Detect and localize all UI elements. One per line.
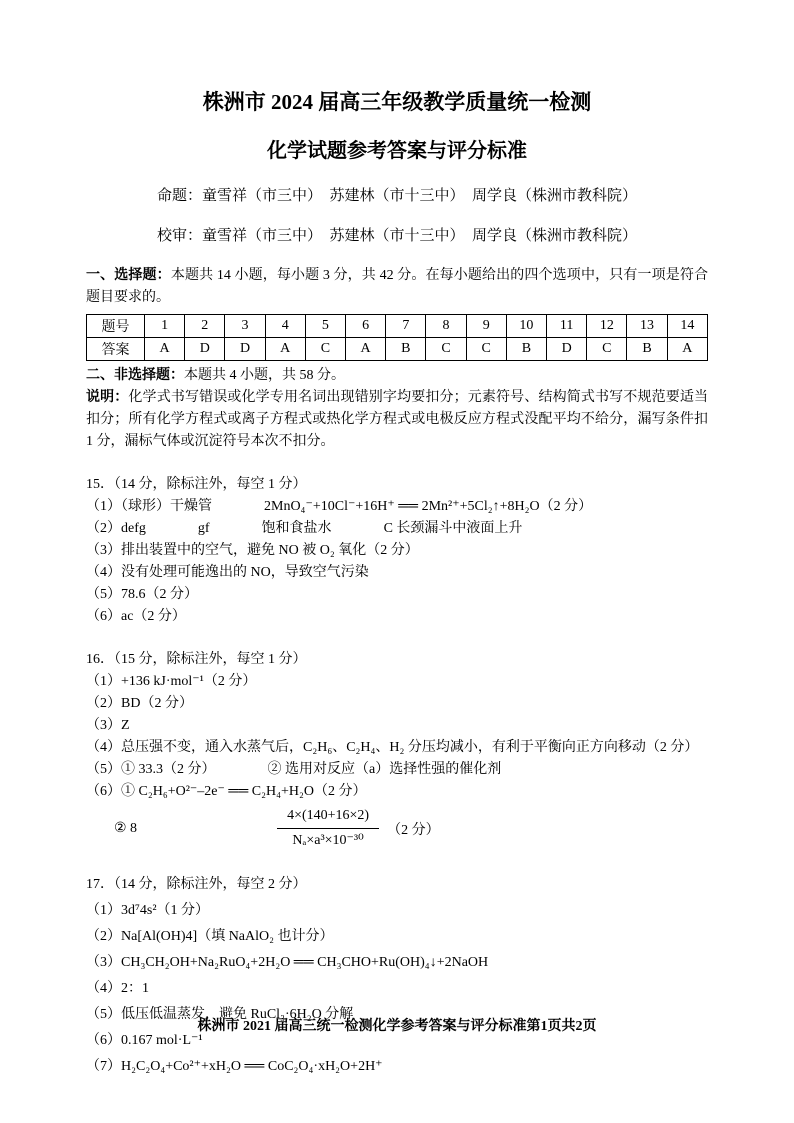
table-cell: 9 [466, 315, 506, 338]
page-footer: 株洲市 2021 届高三统一检测化学参考答案与评分标准第1页共2页 [197, 1019, 597, 1034]
q17-answer-2: （2）Na[Al(OH)4]（填 NaAlO₂ 也计分） [86, 929, 334, 944]
q16-answer-6-part-2-label: ② 8 [114, 821, 138, 836]
answer-table [86, 314, 708, 361]
q16-answer-3: （3）Z [86, 718, 130, 733]
table-cell: B [506, 338, 546, 361]
q15-answer-2-part-c: 饱和食盐水 [261, 521, 332, 536]
table-cell: D [547, 338, 587, 361]
grading-note-text: 化学式书写错误或化学专用名词出现错别字均要扣分；元素符号、结构简式书写不规范要适当扣分；所有化学方程式或离子方程式或热化学方程式或电极反应方程式没配平均不给分，漏写条件扣 1 分，漏标气体或沉淀符号本次不扣分。 [86, 390, 709, 449]
q15-answer-2 [86, 518, 708, 540]
reviewer-label: 校审： [156, 228, 202, 244]
q16-answer-5-part-1: （5）① 33.3（2 分） [86, 762, 216, 777]
proposer-line [86, 185, 708, 207]
q16-answer-4: （4）总压强不变，通入水蒸气后，C₂H₆、C₂H₄、H₂ 分压均减小，有利于平衡向正方向移动（2 分） [86, 740, 699, 755]
q16-answer-5 [86, 759, 708, 781]
q16-fraction-denominator: Nₐ×a³×10⁻³⁰ [292, 833, 364, 848]
table-cell: 7 [386, 315, 426, 338]
grading-note-label: 说明： [86, 390, 129, 405]
table-cell: A [346, 338, 386, 361]
section-2-heading [86, 365, 708, 387]
q16-fraction-numerator: 4×(140+16×2) [277, 806, 379, 829]
q17-answer-6: （6）0.167 mol·L⁻¹ [86, 1033, 203, 1048]
row-label-question-number: 题号 [87, 315, 145, 338]
section-1-text: 本题共 14 小题，每小题 3 分，共 42 分。在每小题给出的四个选项中，只有一项是符合题目要求的。 [86, 268, 709, 305]
table-cell: B [627, 338, 667, 361]
table-cell: 4 [265, 315, 305, 338]
question-15 [86, 474, 708, 628]
q17-answer-5: （5）低压低温蒸发，避免 RuCl₃·6H₂O 分解 [86, 1007, 354, 1022]
q16-answer-6-part-1: （6）① C₂H₆+O²⁻–2e⁻ ══ C₂H₄+H₂O（2 分） [86, 784, 367, 799]
question-17 [86, 872, 708, 1080]
reviewer-line [86, 225, 708, 247]
proposer-names: 童雪祥（市三中） 苏建林（市十三中） 周学良（株洲市教科院） [202, 188, 638, 204]
q15-answer-6: （6）ac（2 分） [86, 609, 186, 624]
table-cell: C [587, 338, 627, 361]
table-cell: 1 [145, 315, 185, 338]
table-cell: B [386, 338, 426, 361]
table-cell: A [145, 338, 185, 361]
reviewer-names: 童雪祥（市三中） 苏建林（市十三中） 周学良（株洲市教科院） [202, 228, 638, 244]
table-cell: 12 [587, 315, 627, 338]
section-1-label: 一、选择题： [86, 268, 171, 283]
q15-answer-3: （3）排出装置中的空气，避免 NO 被 O₂ 氧化（2 分） [86, 543, 419, 558]
table-cell: C [305, 338, 345, 361]
table-cell: A [667, 338, 707, 361]
proposer-label: 命题： [156, 188, 202, 204]
table-cell: C [426, 338, 466, 361]
q16-heading: 16．（15 分，除标注外，每空 1 分） [86, 652, 307, 667]
q16-answer-6-part-2 [86, 806, 708, 851]
table-cell: 14 [667, 315, 707, 338]
section-1-heading [86, 265, 708, 309]
q15-answer-1-equation: 2MnO₄⁻+10Cl⁻+16H⁺ ══ 2Mn²⁺+5Cl₂↑+8H₂O（2 分） [264, 499, 593, 514]
q15-heading: 15．（14 分，除标注外，每空 1 分） [86, 477, 307, 492]
grading-note [86, 387, 708, 453]
q15-answer-2-part-d: C 长颈漏斗中液面上升 [383, 521, 523, 536]
table-cell: 11 [547, 315, 587, 338]
q17-answer-3: （3）CH₃CH₂OH+Na₂RuO₄+2H₂O ══ CH₃CHO+Ru(OH)₄↓+2NaOH [86, 955, 489, 970]
q15-answer-1 [86, 496, 708, 518]
table-row-question-numbers [87, 315, 708, 338]
q16-answer-1: （1）+136 kJ·mol⁻¹（2 分） [86, 674, 257, 689]
question-16 [86, 649, 708, 851]
q15-answer-2-part-b: gf [197, 521, 210, 536]
q16-fraction-score: （2 分） [387, 822, 440, 838]
table-cell: D [185, 338, 225, 361]
row-label-answer: 答案 [87, 338, 145, 361]
q17-answer-7: （7）H₂C₂O₄+Co²⁺+xH₂O ══ CoC₂O₄·xH₂O+2H⁺ [86, 1059, 383, 1074]
table-cell: 10 [506, 315, 546, 338]
q15-answer-4: （4）没有处理可能逸出的 NO，导致空气污染 [86, 565, 369, 580]
table-row-answers [87, 338, 708, 361]
table-cell: 13 [627, 315, 667, 338]
q16-fraction [277, 806, 379, 851]
table-cell: 2 [185, 315, 225, 338]
q17-heading: 17．（14 分，除标注外，每空 2 分） [86, 877, 307, 892]
q16-answer-2: （2）BD（2 分） [86, 696, 193, 711]
table-cell: C [466, 338, 506, 361]
table-cell: 3 [225, 315, 265, 338]
table-cell: 6 [346, 315, 386, 338]
table-cell: 5 [305, 315, 345, 338]
q17-answer-4: （4）2：1 [86, 981, 149, 996]
doc-title: 株洲市 2024 届高三年级教学质量统一检测 [202, 90, 592, 114]
section-2-text: 本题共 4 小题，共 58 分。 [184, 368, 345, 383]
q17-answer-1: （1）3d⁷4s²（1 分） [86, 903, 210, 918]
doc-subtitle: 化学试题参考答案与评分标准 [267, 140, 527, 162]
q15-answer-1-text: （1）（球形）干燥管 [86, 499, 212, 514]
q15-answer-5: （5）78.6（2 分） [86, 587, 198, 602]
q15-answer-2-part-a: （2）defg [86, 521, 146, 536]
table-cell: D [225, 338, 265, 361]
section-2-label: 二、非选择题： [86, 368, 184, 383]
q16-answer-5-part-2: ② 选用对反应（a）选择性强的催化剂 [267, 762, 502, 777]
table-cell: 8 [426, 315, 466, 338]
table-cell: A [265, 338, 305, 361]
